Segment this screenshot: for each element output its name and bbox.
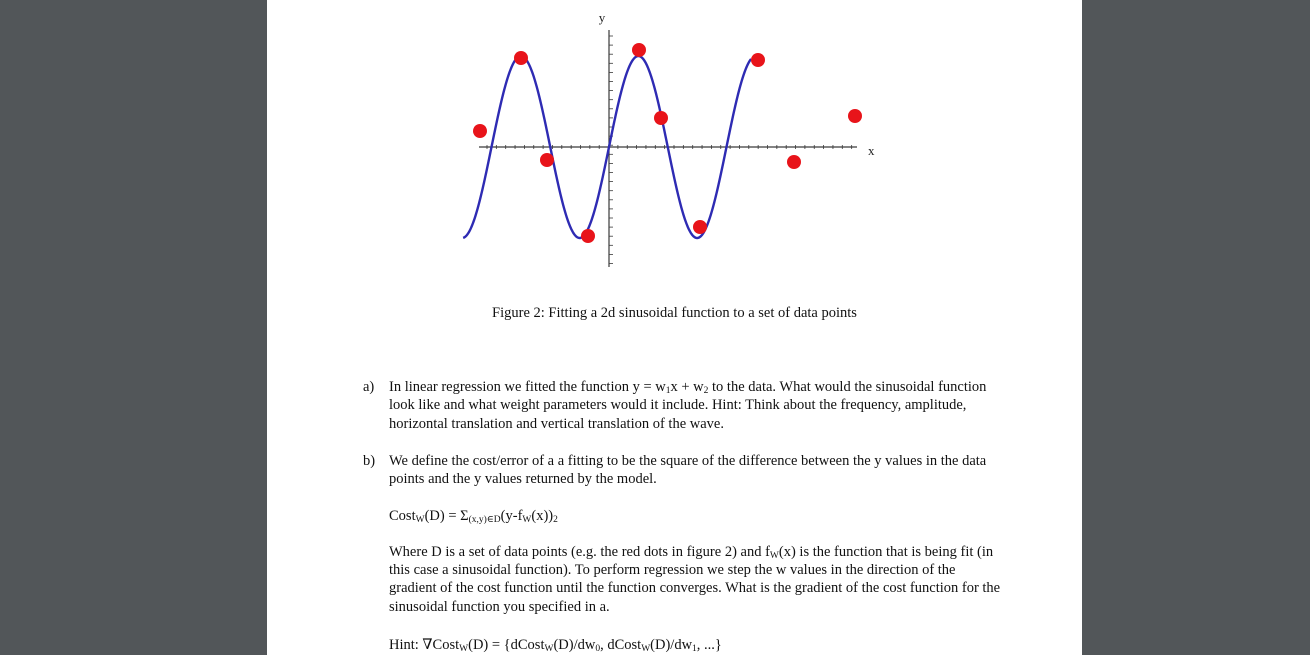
question-a-text (389, 378, 1003, 433)
x-axis-label: x (868, 143, 875, 158)
formula-subscript: (x,y)∈D (468, 514, 501, 525)
data-point (540, 153, 554, 167)
hint-subscript: W (459, 644, 469, 655)
where-subscript: W (769, 550, 779, 561)
y-axis-label: y (598, 10, 606, 25)
data-point (787, 155, 801, 169)
data-point (654, 111, 668, 125)
hint-part: Hint: ∇Cost (389, 637, 460, 654)
weight-2-subscript: 2 (703, 386, 709, 396)
data-point (751, 53, 765, 67)
cost-formula (389, 507, 1003, 525)
gradient-hint (389, 636, 1003, 654)
formula-part: (D) = Σ (424, 507, 469, 524)
question-a (363, 378, 1003, 433)
hint-subscript: W (641, 644, 651, 655)
data-point (693, 220, 707, 234)
question-a-letter: a) (363, 379, 375, 395)
question-a-text-1: In linear regression we fitted the function y = w (389, 379, 666, 395)
weight-1-subscript: 1 (665, 386, 671, 396)
data-point (632, 43, 646, 57)
formula-part: (x)) (531, 507, 554, 524)
data-point (473, 124, 487, 138)
formula-part: (y-f (500, 507, 523, 524)
question-b-letter: b) (363, 453, 376, 469)
hint-part: , dCost (600, 637, 642, 654)
data-point (514, 51, 528, 65)
formula-subscript: W (415, 514, 425, 525)
figure-2 (267, 0, 1082, 300)
question-a-text-2: x + w (670, 379, 704, 395)
question-b-body (389, 452, 1003, 654)
where-part: (x) is the function that is being fit (in this case a sinusoidal function). To perform regression we step the w values in the direction of the gradient of the cost function until the function converges. What is the gradient of the cost function for the sinusoidal function you specified in a. (389, 543, 1001, 615)
where-part: Where D is a set of data points (e.g. the red dots in figure 2) and f (389, 543, 770, 560)
data-point (848, 109, 862, 123)
hint-subscript: W (544, 644, 554, 655)
question-b-where (389, 543, 1003, 616)
document-page (267, 0, 1082, 655)
question-b (363, 452, 1003, 654)
formula-part: Cost (389, 507, 416, 524)
formula-subscript: 2 (553, 514, 558, 525)
hint-part: , ...} (696, 637, 722, 654)
sinusoid-chart (267, 0, 1082, 300)
question-a-text-3: to the data. What would the sinusoidal function look like and what weight parameters would it include. Hint: Think about the frequency, amplitude, horizontal translation and vertical translation of the wave. (389, 379, 987, 432)
figure-caption: Figure 2: Fitting a 2d sinusoidal function to a set of data points (492, 305, 857, 321)
hint-subscript: 1 (692, 644, 697, 655)
hint-part: (D)/dw (553, 637, 596, 654)
hint-part: (D) = {dCost (468, 637, 545, 654)
hint-subscript: 0 (595, 644, 601, 655)
question-b-intro: We define the cost/error of a a fitting to be the square of the difference between the y values in the data points and the y values returned by the model. (389, 453, 987, 488)
hint-part: (D)/dw (650, 637, 693, 654)
formula-subscript: W (522, 514, 532, 525)
data-point (581, 229, 595, 243)
